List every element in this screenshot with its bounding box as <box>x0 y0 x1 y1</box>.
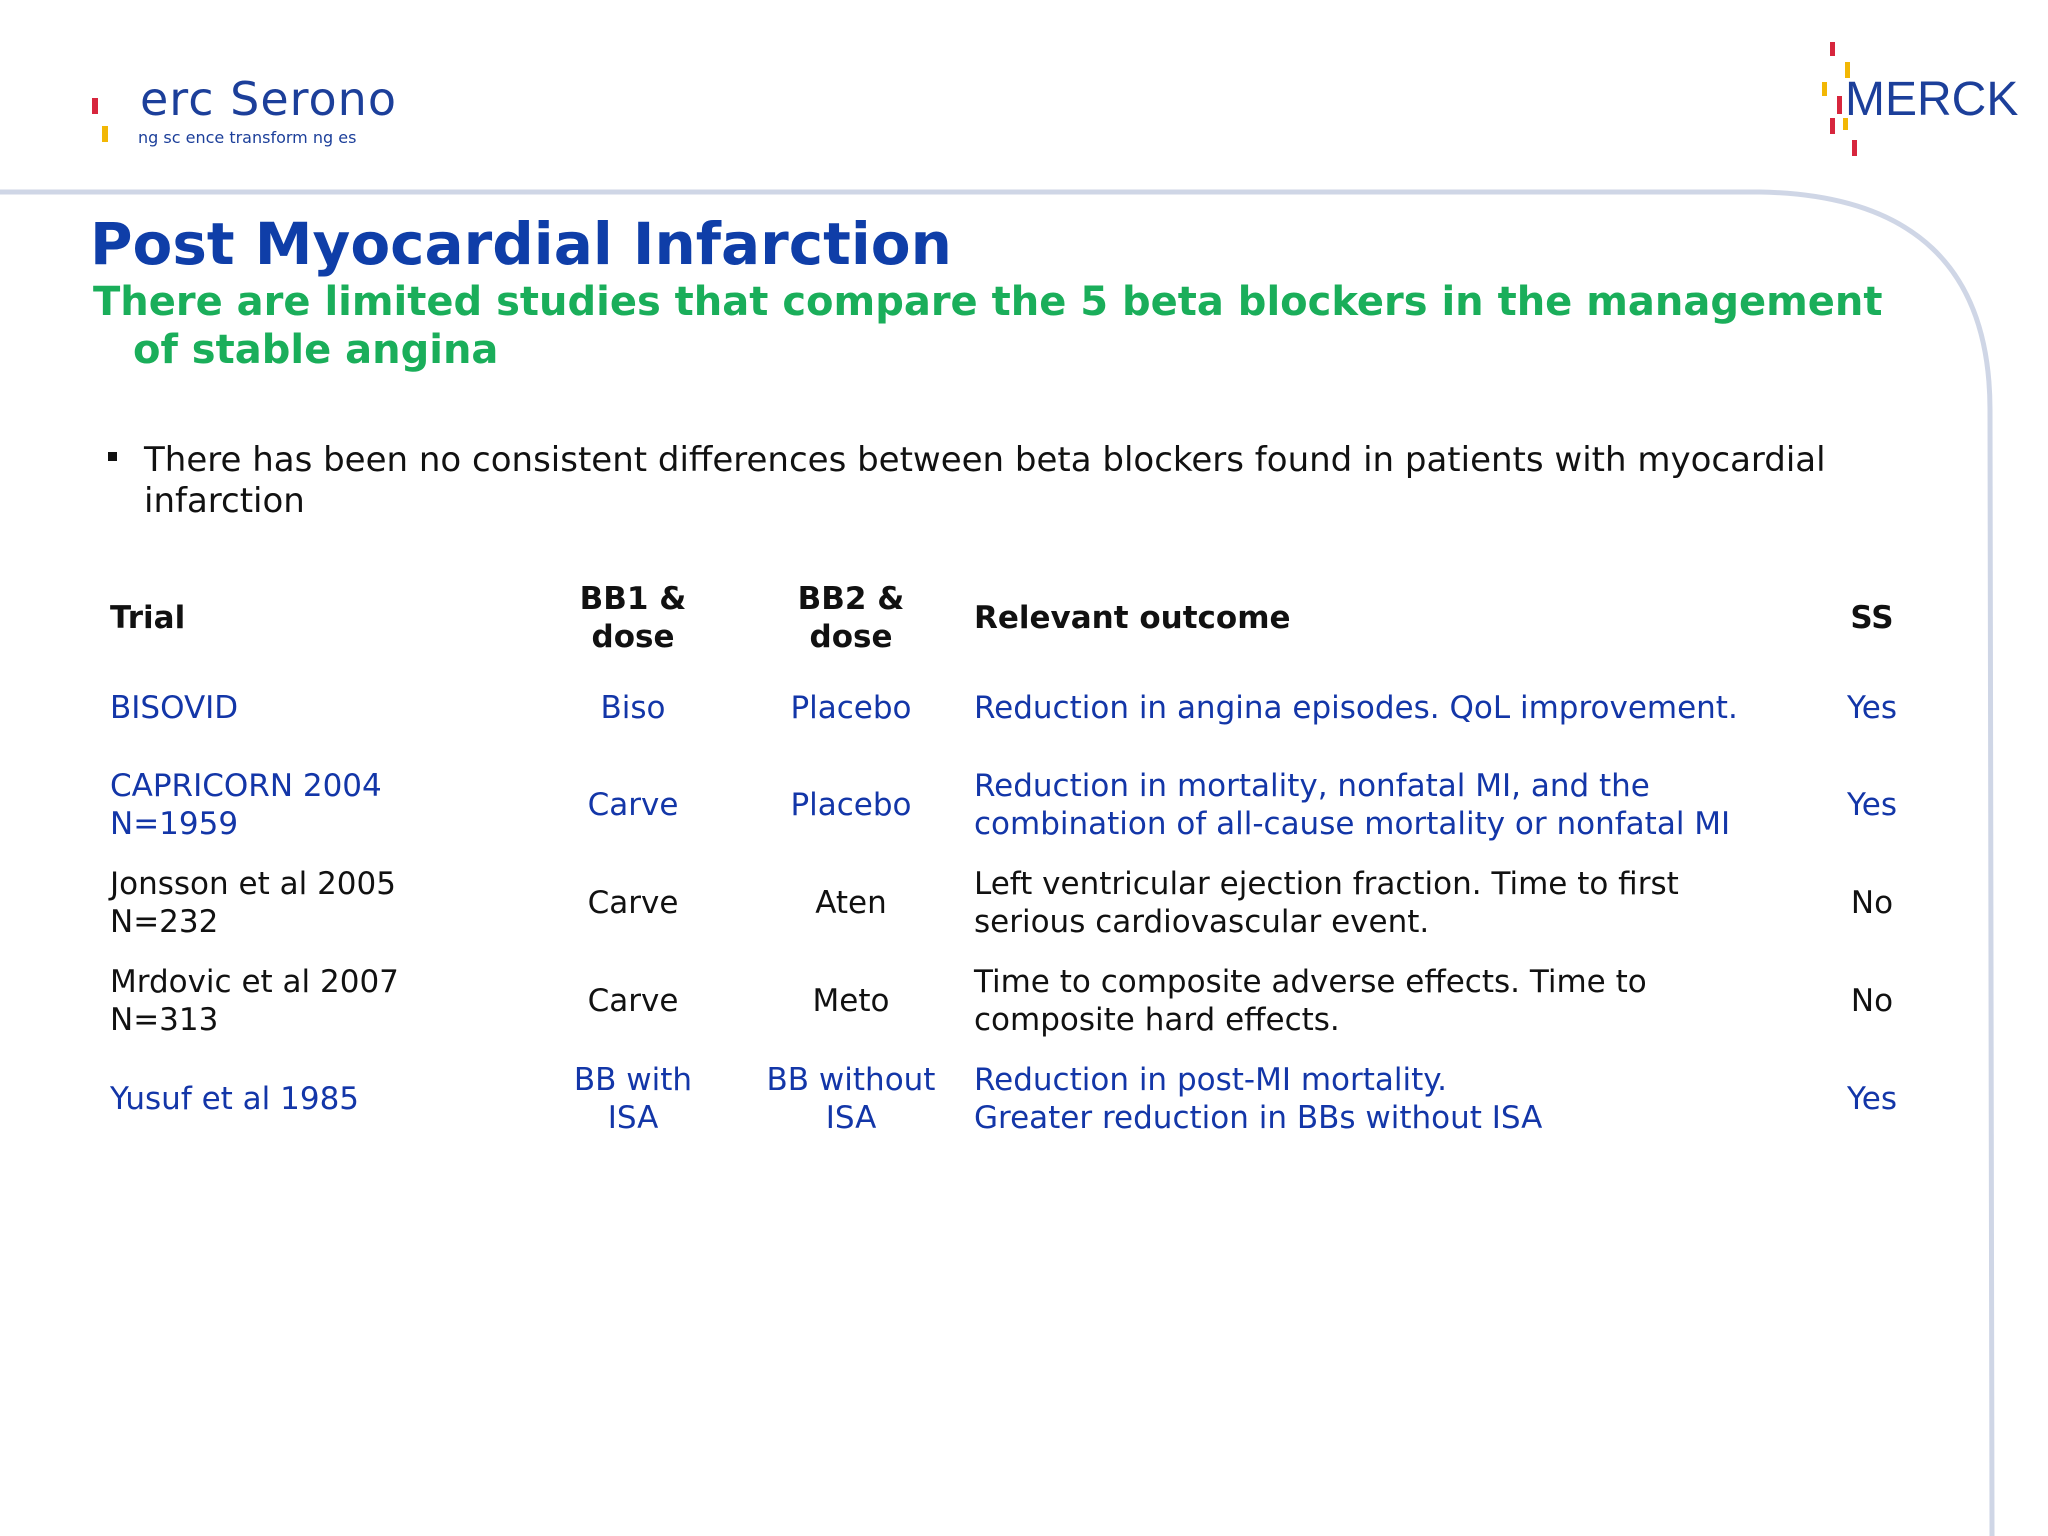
subtitle-line-1: There are limited studies that compare the 5 beta blockers in the management <box>93 279 1883 325</box>
cell-outcome <box>960 756 1818 854</box>
cell-bb1 <box>524 660 742 756</box>
header-bb1 <box>524 576 742 660</box>
bb1-line1: Biso <box>600 690 666 726</box>
outcome-line1: Reduction in mortality, nonfatal MI, and the <box>974 768 1650 804</box>
bb1-line1: Carve <box>587 983 679 1019</box>
trial-line1: Jonsson et al 2005 <box>110 866 396 902</box>
table-row <box>96 756 1926 854</box>
cell-outcome <box>960 660 1818 756</box>
bb1-line1: BB with <box>573 1062 693 1098</box>
bb2-line2: ISA <box>825 1100 877 1136</box>
outcome-line2: Greater reduction in BBs without ISA <box>974 1100 1543 1136</box>
slide-title: Post Myocardial Infarction <box>90 210 952 278</box>
outcome-line1: Reduction in angina episodes. QoL improvement. <box>974 690 1738 726</box>
table-row <box>96 1050 1926 1148</box>
bb2-line1: Aten <box>815 885 887 921</box>
logo-yellow-mark <box>102 126 108 142</box>
bb2-line1: Placebo <box>790 690 912 726</box>
header-bb2-line2: dose <box>809 619 893 655</box>
header-ss: SS <box>1850 600 1894 636</box>
header-bb2-line1: BB2 & <box>797 581 905 617</box>
bullet-text: There has been no consistent differences between beta blockers found in patients with myocardial infarction <box>144 440 1826 521</box>
logo-red-mark <box>92 98 98 114</box>
cell-bb2 <box>742 756 960 854</box>
cell-bb1 <box>524 854 742 952</box>
trial-line1: BISOVID <box>110 690 239 726</box>
logo-bar <box>1822 82 1827 96</box>
table-header-row <box>96 576 1926 660</box>
slide-subtitle <box>93 278 1893 374</box>
cell-ss: Yes <box>1846 787 1898 823</box>
outcome-line2: combination of all-cause mortality or nonfatal MI <box>974 806 1731 842</box>
cell-trial <box>96 756 524 854</box>
logo-wordmark: MERCK <box>1845 73 2019 126</box>
cell-bb1 <box>524 1050 742 1148</box>
subtitle-line-2: of stable angina <box>133 327 499 373</box>
header-bb1-line2: dose <box>591 619 675 655</box>
cell-bb1 <box>524 952 742 1050</box>
cell-bb1 <box>524 756 742 854</box>
header-bb2 <box>742 576 960 660</box>
trials-table <box>96 576 1926 1148</box>
outcome-line1: Left ventricular ejection fraction. Time to first <box>974 866 1679 902</box>
header-outcome: Relevant outcome <box>974 600 1291 636</box>
bb2-line1: Meto <box>812 983 890 1019</box>
cell-bb2 <box>742 854 960 952</box>
trial-line1: Mrdovic et al 2007 <box>110 964 399 1000</box>
table-row <box>96 660 1926 756</box>
table-row <box>96 952 1926 1050</box>
outcome-line1: Time to composite adverse effects. Time to <box>974 964 1647 1000</box>
cell-trial <box>96 660 524 756</box>
merck-logo <box>1815 36 2019 160</box>
cell-trial <box>96 1050 524 1148</box>
outcome-line1: Reduction in post-MI mortality. <box>974 1062 1448 1098</box>
cell-bb2 <box>742 1050 960 1148</box>
bullet-square-icon <box>108 452 117 461</box>
bullet-point <box>108 440 1868 522</box>
table-row <box>96 854 1926 952</box>
logo-brand-text: erc Serono <box>140 72 397 126</box>
header-bb1-line1: BB1 & <box>579 581 687 617</box>
logo-bar <box>1837 96 1842 114</box>
cell-trial <box>96 952 524 1050</box>
cell-outcome <box>960 1050 1818 1148</box>
bb1-line1: Carve <box>587 787 679 823</box>
cell-ss: No <box>1850 885 1894 921</box>
cell-outcome <box>960 854 1818 952</box>
cell-ss: Yes <box>1846 690 1898 726</box>
cell-bb2 <box>742 660 960 756</box>
outcome-line2: serious cardiovascular event. <box>974 904 1430 940</box>
trial-line2: N=232 <box>110 904 219 940</box>
cell-ss: No <box>1850 983 1894 1019</box>
bb1-line1: Carve <box>587 885 679 921</box>
bb2-line1: Placebo <box>790 787 912 823</box>
outcome-line2: composite hard effects. <box>974 1002 1340 1038</box>
logo-tagline: ng sc ence transform ng es <box>138 128 357 147</box>
bb1-line2: ISA <box>607 1100 659 1136</box>
logo-bar <box>1852 140 1857 156</box>
cell-trial <box>96 854 524 952</box>
trial-line2: N=1959 <box>110 806 239 842</box>
cell-bb2 <box>742 952 960 1050</box>
bb2-line1: BB without <box>766 1062 936 1098</box>
merck-serono-logo <box>88 72 397 152</box>
cell-ss: Yes <box>1846 1081 1898 1117</box>
logo-bar <box>1830 118 1835 134</box>
cell-outcome <box>960 952 1818 1050</box>
trial-line2: N=313 <box>110 1002 219 1038</box>
trial-line1: CAPRICORN 2004 <box>110 768 382 804</box>
header-trial: Trial <box>110 600 186 636</box>
logo-bar <box>1830 42 1835 56</box>
trial-line1: Yusuf et al 1985 <box>110 1081 360 1117</box>
